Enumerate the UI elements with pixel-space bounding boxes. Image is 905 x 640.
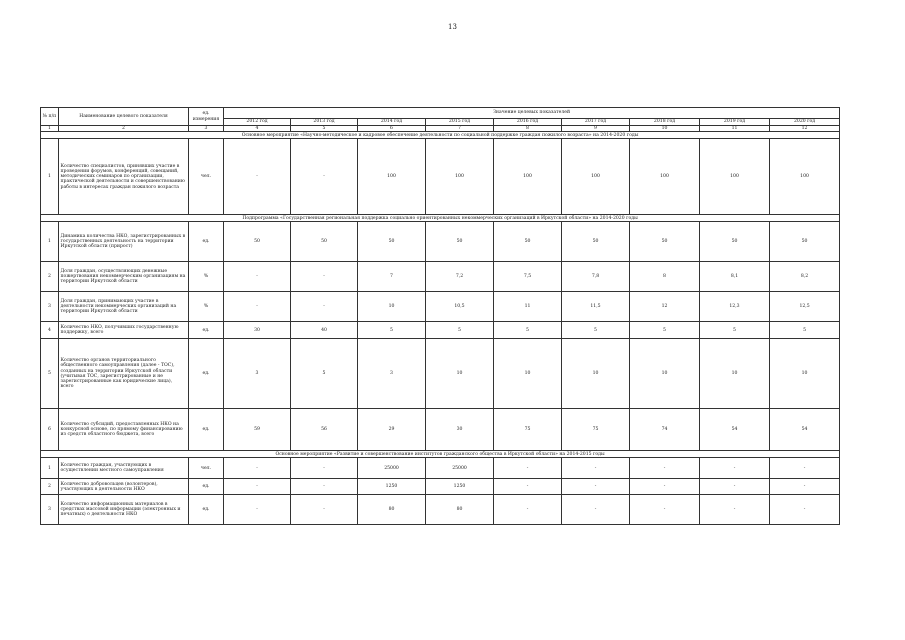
- indicator-value: 56: [291, 409, 358, 451]
- indicator-value: 1250: [358, 479, 426, 495]
- indicator-value: -: [291, 495, 358, 525]
- indicator-name: Количество информационных материалов в средствах массовой информации (электронных и печатных) о деятельности НКО: [59, 495, 189, 525]
- header-year: 2015 год: [426, 119, 494, 126]
- column-number: 2: [59, 126, 189, 132]
- indicator-value: -: [224, 292, 291, 322]
- row-number: 3: [41, 495, 59, 525]
- header-year: 2018 год: [630, 119, 700, 126]
- indicator-value: 12,3: [700, 292, 770, 322]
- indicator-value: 7,2: [426, 262, 494, 292]
- indicator-value: -: [630, 495, 700, 525]
- section-row: [41, 215, 840, 222]
- row-number: 1: [41, 458, 59, 479]
- indicator-value: 100: [494, 139, 562, 215]
- section-title: Основное мероприятие «Развитие и совершенствование институтов гражданского общества в Иркутской области» на 2014-2015 годы: [41, 451, 840, 458]
- indicator-value: 11: [494, 292, 562, 322]
- indicator-value: -: [224, 262, 291, 292]
- header-year: 2017 год: [562, 119, 630, 126]
- column-number: 9: [562, 126, 630, 132]
- table-row: [41, 262, 840, 292]
- column-number: 8: [494, 126, 562, 132]
- table-row: [41, 222, 840, 262]
- indicator-value: 59: [224, 409, 291, 451]
- table-body: [41, 132, 840, 525]
- indicator-value: 100: [770, 139, 840, 215]
- indicator-value: 5: [291, 339, 358, 409]
- indicator-value: -: [224, 139, 291, 215]
- table-row: [41, 322, 840, 339]
- indicator-value: -: [494, 458, 562, 479]
- table-row: [41, 479, 840, 495]
- indicator-value: 10: [700, 339, 770, 409]
- header-num: № п/п: [41, 108, 59, 126]
- header-year: 2012 год: [224, 119, 291, 126]
- row-number: 2: [41, 479, 59, 495]
- indicator-value: 1250: [426, 479, 494, 495]
- indicator-value: 8: [630, 262, 700, 292]
- indicators-table: [40, 107, 840, 525]
- indicator-value: 50: [494, 222, 562, 262]
- indicator-value: -: [630, 479, 700, 495]
- indicator-name: Количество органов территориального общественного самоуправления (далее - ТОС), созданных на территории Иркутской области (учитывая ТОС, зарегистрированные и не зарегистрированные как юридические лица), всего: [59, 339, 189, 409]
- indicator-value: 50: [291, 222, 358, 262]
- indicator-value: -: [224, 479, 291, 495]
- indicator-value: -: [770, 495, 840, 525]
- column-number: 1: [41, 126, 59, 132]
- indicator-name: Количество специалистов, принявших участие в проведении форумов, конференций, совещаний, методических семинаров по организации, практической деятельности и совершенствованию работы в интересах граждан пожилого возраста: [59, 139, 189, 215]
- indicator-unit: %: [189, 292, 224, 322]
- row-number: 6: [41, 409, 59, 451]
- indicator-value: 10: [562, 339, 630, 409]
- row-number: 1: [41, 222, 59, 262]
- indicator-value: 5: [562, 322, 630, 339]
- indicator-value: 10: [494, 339, 562, 409]
- indicator-value: 7,5: [494, 262, 562, 292]
- indicator-value: 25000: [426, 458, 494, 479]
- header-year: 2014 год: [358, 119, 426, 126]
- indicator-value: -: [291, 479, 358, 495]
- indicator-name: Количество субсидий, предоставленных НКО на конкурсной основе, по прямому финансированию из средств областного бюджета, всего: [59, 409, 189, 451]
- indicator-name: Динамика количества НКО, зарегистрированных в государственных деятельность на территории Иркутской области (прирост): [59, 222, 189, 262]
- column-number: 6: [358, 126, 426, 132]
- indicator-value: -: [494, 479, 562, 495]
- indicator-value: 50: [224, 222, 291, 262]
- section-title: Подпрограмма «Государственная региональная поддержка социально ориентированных некоммерческих организаций в Иркутской области» на 2014-2020 годы: [41, 215, 840, 222]
- indicator-value: 10: [358, 292, 426, 322]
- indicator-value: -: [562, 479, 630, 495]
- table-row: [41, 458, 840, 479]
- indicator-value: -: [291, 262, 358, 292]
- indicator-value: -: [700, 479, 770, 495]
- header-year: 2016 год: [494, 119, 562, 126]
- header-year: 2013 год: [291, 119, 358, 126]
- row-number: 2: [41, 262, 59, 292]
- indicator-value: 80: [426, 495, 494, 525]
- indicator-value: 12: [630, 292, 700, 322]
- indicator-value: 25000: [358, 458, 426, 479]
- indicator-value: 10,5: [426, 292, 494, 322]
- indicator-value: 100: [630, 139, 700, 215]
- indicator-value: 5: [494, 322, 562, 339]
- indicator-value: -: [562, 458, 630, 479]
- indicator-value: 75: [494, 409, 562, 451]
- header-year: 2020 год: [770, 119, 840, 126]
- indicator-unit: ед.: [189, 479, 224, 495]
- indicator-value: 11,5: [562, 292, 630, 322]
- section-title: Основное мероприятие «Научно-методическое и кадровое обеспечение деятельности по социальной поддержке граждан пожилого возраста» на 2014-2020 годы: [41, 132, 840, 139]
- indicator-value: 100: [426, 139, 494, 215]
- header-year: 2019 год: [700, 119, 770, 126]
- indicator-value: 100: [700, 139, 770, 215]
- indicator-value: 50: [630, 222, 700, 262]
- column-number: 3: [189, 126, 224, 132]
- column-number: 4: [224, 126, 291, 132]
- row-number: 1: [41, 139, 59, 215]
- indicator-value: 5: [358, 322, 426, 339]
- row-number: 3: [41, 292, 59, 322]
- indicator-unit: ед.: [189, 222, 224, 262]
- indicator-value: 74: [630, 409, 700, 451]
- table-row: [41, 292, 840, 322]
- header-unit: ед. измерения: [189, 108, 224, 126]
- indicator-value: -: [224, 495, 291, 525]
- indicator-value: -: [494, 495, 562, 525]
- indicator-value: 50: [426, 222, 494, 262]
- indicator-value: 10: [630, 339, 700, 409]
- indicator-value: 3: [224, 339, 291, 409]
- indicator-value: -: [700, 495, 770, 525]
- indicator-value: 7,8: [562, 262, 630, 292]
- indicator-value: 40: [291, 322, 358, 339]
- section-row: [41, 451, 840, 458]
- indicator-value: 29: [358, 409, 426, 451]
- column-number: 10: [630, 126, 700, 132]
- indicator-value: -: [291, 458, 358, 479]
- indicator-value: -: [291, 292, 358, 322]
- indicator-unit: ед.: [189, 409, 224, 451]
- column-number: 7: [426, 126, 494, 132]
- column-number: 11: [700, 126, 770, 132]
- indicator-unit: ед.: [189, 322, 224, 339]
- header-values-group: Значение целевых показателей: [224, 108, 840, 119]
- indicator-value: 8,2: [770, 262, 840, 292]
- indicator-value: 5: [426, 322, 494, 339]
- section-row: [41, 132, 840, 139]
- table-row: [41, 139, 840, 215]
- indicator-value: 3: [358, 339, 426, 409]
- indicator-unit: чел.: [189, 139, 224, 215]
- indicator-name: Доля граждан, принимающих участие в деятельности некоммерческих организаций на территории Иркутской области: [59, 292, 189, 322]
- column-number: 5: [291, 126, 358, 132]
- table-row: [41, 339, 840, 409]
- indicator-value: 5: [630, 322, 700, 339]
- indicator-unit: %: [189, 262, 224, 292]
- indicator-value: 80: [358, 495, 426, 525]
- indicator-value: 7: [358, 262, 426, 292]
- indicator-value: 10: [770, 339, 840, 409]
- indicator-value: 8,1: [700, 262, 770, 292]
- indicator-value: 50: [562, 222, 630, 262]
- indicator-value: 50: [358, 222, 426, 262]
- indicator-value: 30: [426, 409, 494, 451]
- indicator-value: 5: [700, 322, 770, 339]
- indicator-value: -: [630, 458, 700, 479]
- column-number: 12: [770, 126, 840, 132]
- indicator-unit: чел.: [189, 458, 224, 479]
- indicator-unit: ед.: [189, 495, 224, 525]
- indicator-value: -: [224, 458, 291, 479]
- indicator-value: 100: [562, 139, 630, 215]
- indicator-value: 30: [224, 322, 291, 339]
- indicator-name: Количество НКО, получивших государственную поддержку, всего: [59, 322, 189, 339]
- header-name: Наименование целевого показателя: [59, 108, 189, 126]
- indicator-value: -: [700, 458, 770, 479]
- indicator-value: 50: [770, 222, 840, 262]
- row-number: 4: [41, 322, 59, 339]
- indicator-value: 50: [700, 222, 770, 262]
- indicator-value: -: [770, 479, 840, 495]
- indicator-value: 10: [426, 339, 494, 409]
- row-number: 5: [41, 339, 59, 409]
- indicator-value: 5: [770, 322, 840, 339]
- indicator-name: Количество добровольцев (волонтеров), участвующих в деятельности НКО: [59, 479, 189, 495]
- indicator-value: 12,5: [770, 292, 840, 322]
- indicator-value: 54: [700, 409, 770, 451]
- indicator-value: -: [562, 495, 630, 525]
- indicator-unit: ед.: [189, 339, 224, 409]
- page-number: 13: [448, 23, 457, 31]
- indicator-value: -: [291, 139, 358, 215]
- table-row: [41, 495, 840, 525]
- indicator-value: 75: [562, 409, 630, 451]
- indicator-value: 54: [770, 409, 840, 451]
- indicator-name: Доля граждан, осуществляющих денежные пожертвования некоммерческим организациям на территории Иркутской области: [59, 262, 189, 292]
- indicator-value: -: [770, 458, 840, 479]
- table-row: [41, 409, 840, 451]
- indicator-name: Количество граждан, участвующих в осуществлении местного самоуправления: [59, 458, 189, 479]
- indicator-value: 100: [358, 139, 426, 215]
